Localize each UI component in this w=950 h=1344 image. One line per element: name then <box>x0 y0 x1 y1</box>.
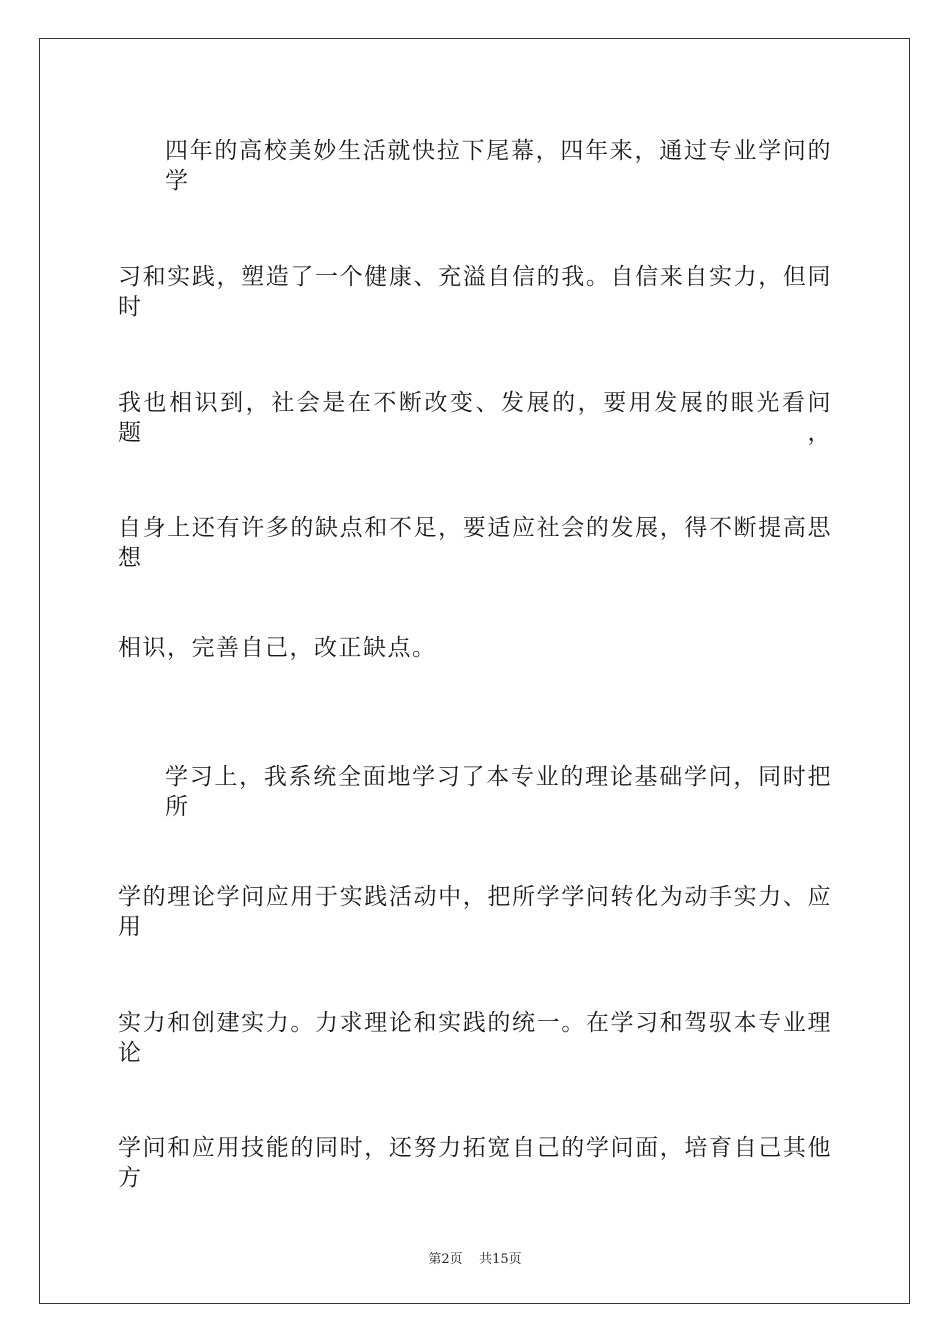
page-total: 共15页 <box>479 1252 522 1267</box>
paragraph-1-line-2: 习和实践，塑造了一个健康、充溢自信的我。自信来自实力，但同时 <box>118 264 832 320</box>
page-number: 第2页 <box>428 1252 463 1267</box>
paragraph-2-line-4: 学问和应用技能的同时，还努力拓宽自己的学问面，培育自己其他方 <box>118 1135 832 1191</box>
paragraph-1-line-4: 自身上还有许多的缺点和不足，要适应社会的发展，得不断提高思想 <box>118 515 832 571</box>
page-footer <box>0 1248 950 1267</box>
paragraph-1-line-5: 相识，完善自己，改正缺点。 <box>118 635 437 661</box>
paragraph-2-line-3: 实力和创建实力。力求理论和实践的统一。在学习和驾驭本专业理论 <box>118 1010 832 1066</box>
page-border <box>39 38 910 1304</box>
paragraph-1-line-1: 四年的高校美妙生活就快拉下尾幕，四年来，通过专业学问的学 <box>165 138 832 194</box>
paragraph-2-line-2: 学的理论学问应用于实践活动中，把所学学问转化为动手实力、应用 <box>118 884 832 940</box>
paragraph-2-line-1: 学习上，我系统全面地学习了本专业的理论基础学问，同时把所 <box>165 764 832 820</box>
paragraph-1-line-3: 我也相识到，社会是在不断改变、发展的，要用发展的眼光看问题， <box>118 390 832 446</box>
